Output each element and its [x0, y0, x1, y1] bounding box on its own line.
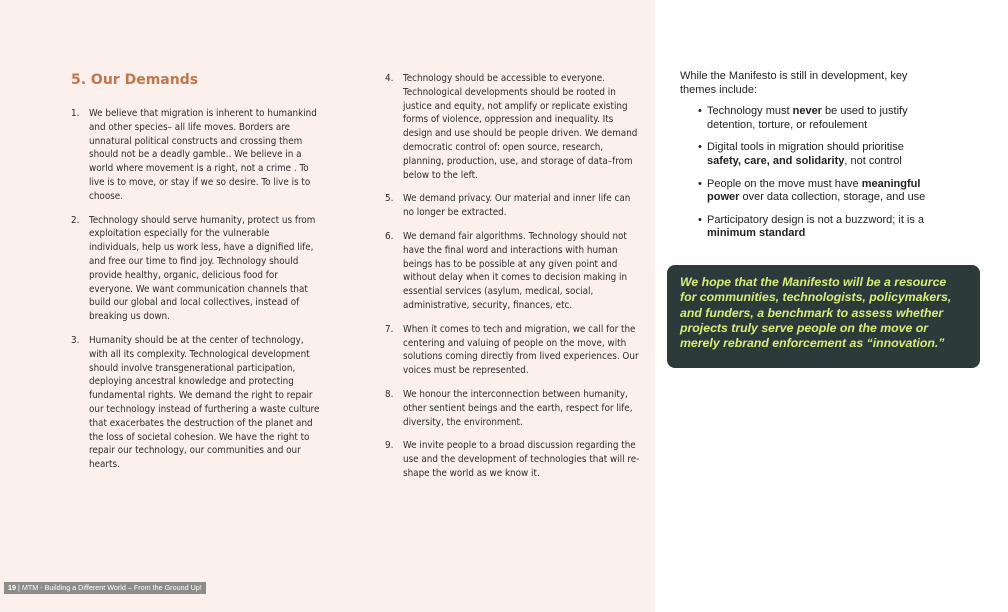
themes-list: [680, 105, 930, 241]
bullet-icon: •: [698, 141, 702, 154]
demand-item: [385, 72, 640, 182]
demand-number: 4.: [385, 73, 394, 84]
theme-item: [698, 141, 930, 168]
demand-text: When it comes to tech and migration, we call for the centering and valuing of people on the move, with solutions coming directly from lived experiences. Our voices must be represented.: [403, 323, 639, 377]
demand-text: We honour the interconnection between humanity, other sentient beings and the earth, respect for life, diversity, the environment.: [403, 388, 633, 428]
demand-item: [385, 439, 640, 480]
theme-text: over data collection, storage, and use: [739, 191, 926, 204]
demand-number: 2.: [71, 214, 80, 226]
theme-item: [698, 105, 930, 132]
demand-text: We demand privacy. Our material and inner life can no longer be extracted.: [403, 193, 631, 219]
theme-item: [698, 178, 930, 205]
theme-item: [698, 214, 930, 241]
demand-item: [385, 323, 640, 378]
demand-text: We demand fair algorithms. Technology should not have the final word and interactions with human beings has to be possible at any given point and without delay when it comes to decision making in essential services (asylum, medical, social, administrative, security, finances, etc.: [403, 230, 628, 311]
demand-number: 5.: [385, 193, 394, 205]
theme-emphasis: never: [792, 105, 822, 118]
demand-item: [71, 214, 321, 324]
theme-emphasis: safety, care, and solidarity: [707, 154, 845, 167]
theme-text: , not control: [844, 154, 902, 167]
theme-text: Participatory design is not a buzzword; it is a: [707, 213, 925, 226]
demand-number: 9.: [385, 440, 394, 452]
bullet-icon: •: [698, 213, 702, 226]
demands-list-column-1: [71, 107, 321, 482]
demand-item: [385, 192, 640, 220]
theme-text: be used to justify detention, torture, or refoulement: [707, 105, 908, 131]
callout-text: We hope that the Manifesto will be a resource for communities, technologists, policymakers, and funders, a benchmark to assess whether projects truly serve people on the move or merely rebrand enforcement as “innovation.”: [680, 275, 952, 351]
demand-text: Technology should be accessible to everyone. Technological developments should be rooted in justice and equity, not amplify or replicate existing forms of violence, oppression and inequality. Its design and use should be people driven. We demand democratic control of: open source, research, planning, production, use, and storage of data–from below to the left.: [403, 73, 638, 181]
section-heading: 5. Our Demands: [71, 72, 199, 88]
bullet-icon: •: [698, 105, 702, 118]
page-number: 19: [8, 583, 16, 592]
demand-number: 8.: [385, 388, 394, 400]
demand-item: [71, 334, 321, 472]
page-footer: [4, 582, 206, 594]
theme-emphasis: meaningful power: [707, 177, 921, 204]
demand-item: [385, 388, 640, 429]
theme-emphasis: minimum standard: [707, 227, 806, 240]
right-page: [680, 70, 930, 250]
theme-text: Digital tools in migration should prioritise: [707, 141, 904, 154]
running-title: | MTM - Building a Different World – From the Ground Up!: [16, 583, 202, 592]
demand-item: [71, 107, 321, 204]
demand-number: 1.: [71, 108, 80, 119]
demands-list-column-2: [385, 72, 640, 491]
callout-box: [667, 265, 980, 368]
demand-text: We believe that migration is inherent to humankind and other species– all life moves. Borders are unnatural political constructs and crossing them should not be a deadly gamble.. We believe in a world where movement is a right, not a crime . To live is to move, or stay if we so desire. To live is to choose.: [89, 108, 317, 202]
themes-intro: While the Manifesto is still in development, key themes include:: [680, 70, 908, 96]
demand-text: We invite people to a broad discussion regarding the use and the development of technologies that will re-shape the world as we know it.: [403, 440, 640, 479]
demand-number: 6.: [385, 230, 394, 242]
theme-text: People on the move must have: [707, 177, 862, 190]
demand-text: Humanity should be at the center of technology, with all its complexity. Technological development should involve transgenerational participation, deploying ancestral knowledge and protecting fundamental rights. We demand the right to repair our technology instead of furthering a waste culture that exacerbates the destruction of the planet and the loss of societal cohesion. We have the right to repair our technology, our communities and our hearts.: [89, 334, 320, 471]
demand-text: Technology should serve humanity, protect us from exploitation especially for the vulnerable individuals, help us work less, have a dignified life, and free our time to find joy. Technology should provide healthy, organic, delicious food for everyone. We want communication channels that build our global and local collectives, instead of breaking us down.: [89, 214, 316, 323]
demand-number: 3.: [71, 334, 80, 346]
demand-number: 7.: [385, 323, 394, 335]
theme-text: Technology must: [707, 105, 793, 118]
demand-item: [385, 230, 640, 313]
bullet-icon: •: [698, 177, 702, 190]
